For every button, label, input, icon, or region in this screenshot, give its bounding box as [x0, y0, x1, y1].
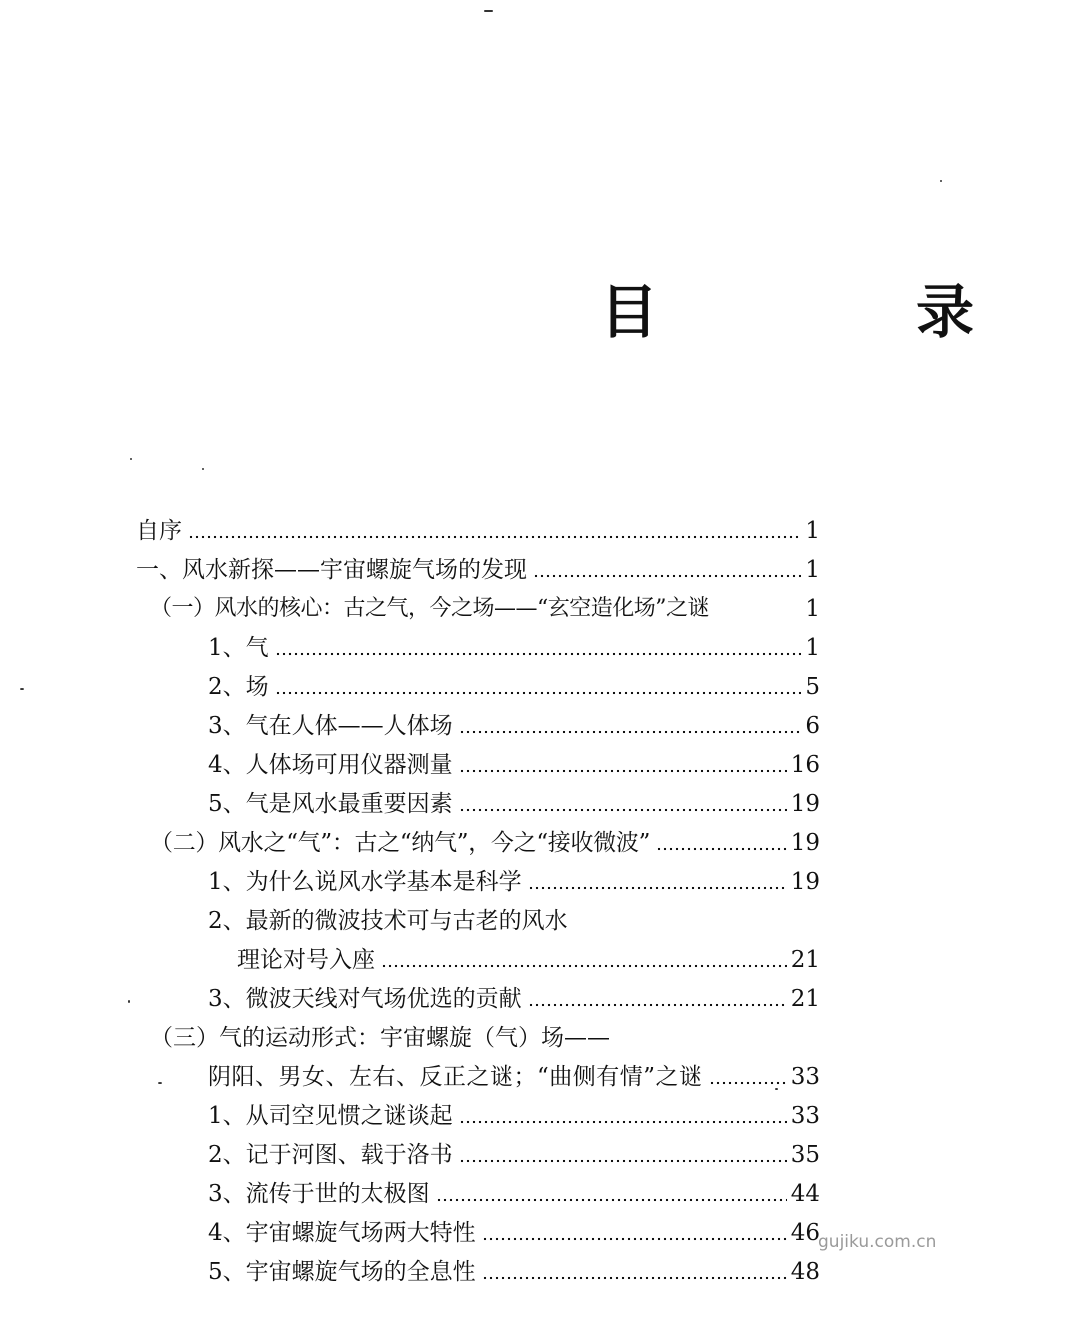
toc-entry-title: 一、风水新探——宇宙螺旋气场的发现	[136, 557, 527, 583]
toc-entry-page: 19	[790, 791, 820, 817]
scan-speck	[20, 688, 24, 690]
toc-entry-title: 5、气是风水最重要因素	[208, 791, 453, 817]
toc-entry	[208, 1255, 820, 1289]
scan-speck	[128, 1000, 130, 1003]
toc-entry	[150, 826, 820, 860]
toc-entry-title: 理论对号入座	[237, 947, 375, 973]
toc-entry-title: 4、宇宙螺旋气场两大特性	[208, 1220, 476, 1246]
toc-entry-title: 2、场	[208, 674, 269, 700]
toc-entry-page: 1	[805, 518, 820, 544]
toc-entry-title: 1、为什么说风水学基本是科学	[208, 869, 522, 895]
page-title: 目 录	[600, 278, 1074, 346]
toc-entry-page: 21	[790, 986, 820, 1012]
toc-entry-page: 44	[790, 1181, 820, 1207]
toc-leader-dots	[482, 1276, 787, 1280]
toc-leader-dots	[381, 964, 787, 968]
toc-leader-dots	[459, 769, 787, 773]
scan-speck	[940, 180, 942, 182]
toc-leader-dots	[482, 1237, 787, 1241]
toc-entry-page: 1	[805, 596, 820, 622]
toc-entry-page: 35	[790, 1142, 820, 1168]
toc-leader-dots	[459, 1120, 787, 1124]
toc-entry	[136, 553, 820, 587]
toc-entry-title: 5、宇宙螺旋气场的全息性	[208, 1259, 476, 1285]
toc-entry	[208, 1138, 820, 1172]
toc-entry	[208, 904, 820, 938]
toc-entry-title: 1、气	[208, 635, 269, 661]
toc-entry-page: 19	[790, 830, 820, 856]
toc-entry-title: （一）风水的核心：古之气，今之场——“玄空造化场”之谜	[150, 596, 709, 621]
toc-entry	[208, 1099, 820, 1133]
toc-entry	[208, 631, 820, 665]
toc-entry	[208, 865, 820, 899]
scan-speck	[158, 1082, 162, 1084]
toc-entry-title: （三）气的运动形式：宇宙螺旋（气）场——	[150, 1025, 610, 1051]
toc-entry-title: 3、微波天线对气场优选的贡献	[208, 986, 522, 1012]
scan-speck	[484, 10, 493, 12]
toc-entry-title: 3、气在人体——人体场	[208, 713, 453, 739]
toc-entry	[208, 787, 820, 821]
toc-leader-dots	[459, 730, 802, 734]
toc-entry-page: 16	[790, 752, 820, 778]
toc-entry	[208, 1216, 820, 1250]
watermark: gujiku.com.cn	[818, 1232, 937, 1252]
toc-entry-title: 2、记于河图、载于洛书	[208, 1142, 453, 1168]
toc-leader-dots	[188, 535, 801, 539]
scan-speck	[775, 1088, 778, 1090]
toc-entry-page: 48	[790, 1259, 820, 1285]
toc-leader-dots	[528, 886, 787, 890]
toc-leader-dots	[275, 652, 802, 656]
toc-entry	[208, 748, 820, 782]
toc-entry-title: 4、人体场可用仪器测量	[208, 752, 453, 778]
toc-entry-title: 3、流传于世的太极图	[208, 1181, 430, 1207]
toc-leader-dots	[459, 1159, 787, 1163]
toc-entry-title: （二）风水之“气”：古之“纳气”，今之“接收微波”	[150, 830, 651, 856]
toc-entry	[208, 709, 820, 743]
toc-leader-dots	[459, 808, 787, 812]
toc-leader-dots	[528, 1003, 787, 1007]
toc-leader-dots	[533, 574, 801, 578]
toc-leader-dots	[275, 691, 802, 695]
toc-entry-title: 2、最新的微波技术可与古老的风水	[208, 908, 568, 934]
toc-entry	[237, 943, 820, 977]
toc-entry	[150, 592, 820, 626]
toc-entry-page: 33	[790, 1064, 820, 1090]
toc-entry	[208, 982, 820, 1016]
toc-leader-dots	[656, 847, 787, 851]
toc-entry-page: 1	[805, 557, 820, 583]
toc-entry-title: 1、从司空见惯之谜谈起	[208, 1103, 453, 1129]
toc-entry	[208, 1177, 820, 1211]
toc-entry-page: 1	[805, 635, 820, 661]
toc-entry-page: 46	[790, 1220, 820, 1246]
scan-speck	[202, 468, 204, 470]
scan-speck	[130, 458, 132, 460]
toc-entry-page: 6	[805, 713, 820, 739]
toc-entry-title: 阴阳、男女、左右、反正之谜；“曲侧有情”之谜	[208, 1064, 703, 1090]
toc-leader-dots	[436, 1198, 787, 1202]
toc-entry-page: 33	[790, 1103, 820, 1129]
toc-entry-page: 21	[790, 947, 820, 973]
toc-leader-dots	[709, 1081, 787, 1085]
toc-entry	[136, 514, 820, 548]
toc-entry-title: 自序	[136, 518, 182, 544]
toc-entry	[208, 670, 820, 704]
toc-entry-page: 5	[805, 674, 820, 700]
toc-entry	[150, 1021, 820, 1055]
toc-entry-page: 19	[790, 869, 820, 895]
toc-entry	[208, 1060, 820, 1094]
